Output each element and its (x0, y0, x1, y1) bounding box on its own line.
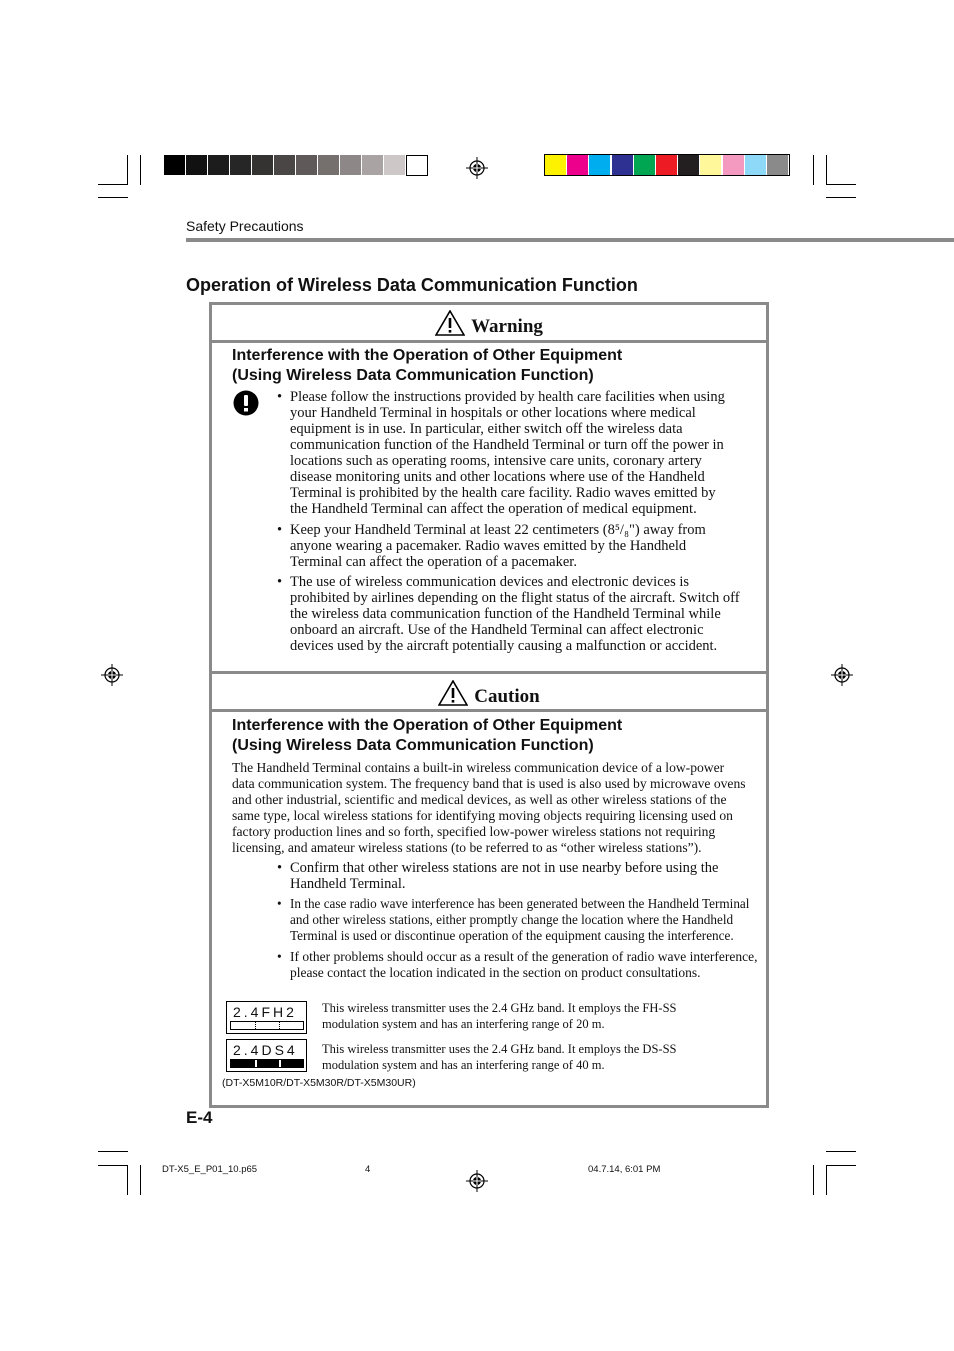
registration-target-icon (101, 664, 123, 686)
page-number: E-4 (186, 1108, 213, 1127)
interference-scale (230, 1021, 304, 1030)
interference-scale (230, 1059, 304, 1068)
crop-mark (140, 155, 141, 185)
text-line: disease monitoring units and other locations where use of the Handheld (290, 469, 705, 485)
warning-subheading (232, 346, 622, 386)
crop-mark (826, 1151, 856, 1152)
text-line: Keep your Handheld Terminal at least 22 centimeters (8⁵/₈") away from (290, 522, 706, 538)
text-line: anyone wearing a pacemaker. Radio waves emitted by the Handheld (290, 538, 687, 554)
crop-mark (127, 155, 128, 185)
label-description (322, 1000, 676, 1032)
subheading-line: (Using Wireless Data Communication Function) (232, 367, 594, 384)
label-text-line: modulation system and has an interfering range of 20 m. (322, 1017, 605, 1031)
divider (212, 709, 766, 712)
text-line: Handheld Terminal. (290, 876, 406, 892)
gray-swatch (384, 155, 405, 175)
crop-mark (826, 184, 856, 185)
text-line: Please follow the instructions provided by health care facilities when using (290, 389, 725, 405)
gray-swatch (340, 155, 361, 175)
label-text-line: modulation system and has an interfering range of 40 m. (322, 1058, 605, 1072)
crop-mark (98, 197, 128, 198)
crop-mark (826, 155, 827, 185)
frequency-label-ds (226, 1039, 307, 1072)
bullet-marker: • (277, 860, 283, 876)
bullet-text (290, 949, 760, 981)
gray-swatch (296, 155, 317, 175)
exclamation-triangle-icon (435, 310, 465, 336)
text-line: the Handheld Terminal can affect the operation of medical equipment. (290, 501, 697, 517)
text-line: and other industrial, scientific and medical devices, as well as other wireless stations of the (232, 792, 727, 807)
bullet-marker: • (277, 389, 283, 405)
caution-heading (212, 680, 766, 708)
caution-intro-paragraph (232, 760, 762, 856)
bullet-text (290, 860, 760, 892)
color-bar-frame (544, 154, 790, 176)
bullet-marker: • (277, 574, 283, 590)
crop-mark (826, 1165, 827, 1195)
text-line: factory production lines and so forth, specified low-power wireless stations not requiring (232, 824, 716, 839)
frequency-label-fh (226, 1001, 307, 1034)
gray-swatch (208, 155, 229, 175)
bullet-text (290, 389, 760, 517)
crop-mark (826, 197, 856, 198)
crop-mark (826, 1165, 856, 1166)
text-line: equipment is in use. In particular, either switch off the wireless data (290, 421, 683, 437)
text-line: The Handheld Terminal contains a built-in wireless communication device of a low-power (232, 760, 725, 775)
text-line: the wireless data communication function of the Handheld Terminal while (290, 606, 721, 622)
text-line: prohibited by airlines depending on the flight status of the aircraft. Switch off (290, 590, 740, 606)
model-list: (DT-X5M10R/DT-X5M30R/DT-X5M30UR) (222, 1077, 416, 1089)
subheading-line: Interference with the Operation of Other Equipment (232, 347, 623, 364)
gray-swatch (274, 155, 295, 175)
footer-date: 04.7.14, 6:01 PM (588, 1164, 661, 1175)
label-description (322, 1041, 676, 1073)
text-line: Terminal can affect the operation of a pacemaker. (290, 554, 577, 570)
crop-mark (98, 184, 128, 185)
warning-heading-text: Warning (471, 316, 543, 337)
gray-swatch (252, 155, 273, 175)
bullet-marker: • (277, 949, 282, 964)
footer-filename: DT-X5_E_P01_10.p65 (162, 1164, 258, 1175)
text-line: communication function of the Handheld Terminal or turn off the power in (290, 437, 724, 453)
bullet-marker: • (277, 896, 282, 911)
text-line: locations such as operating rooms, intensive care units, coronary artery (290, 453, 702, 469)
text-line: same type, local wireless stations for identifying moving objects requiring licensing used on (232, 808, 733, 823)
warning-heading (212, 310, 766, 338)
registration-target-icon (831, 664, 853, 686)
text-line: devices used by the aircraft potentially causing a malfunction or accident. (290, 638, 718, 654)
gray-swatch (186, 155, 207, 175)
text-line: onboard an aircraft. Use of the Handheld Terminal can affect electronic (290, 622, 704, 638)
header-rule (186, 238, 954, 242)
subheading-line: (Using Wireless Data Communication Function) (232, 737, 594, 754)
gray-swatch (230, 155, 251, 175)
bullet-marker: • (277, 522, 283, 538)
crop-mark (127, 1165, 128, 1195)
page-title: Operation of Wireless Data Communication Function (186, 275, 638, 295)
text-line: If other problems should occur as a result of the generation of radio wave interference, (290, 949, 758, 964)
frequency-code: 2.4FH2 (233, 1004, 297, 1020)
crop-mark (98, 1165, 128, 1166)
bullet-text (290, 896, 760, 944)
gray-swatch (362, 155, 383, 175)
divider (212, 340, 766, 343)
text-line: your Handheld Terminal in hospitals or other locations where medical (290, 405, 696, 421)
text-line: Terminal is used or discontinue operation of the equipment causing the interference. (290, 928, 734, 943)
label-text-line: This wireless transmitter uses the 2.4 GHz band. It employs the FH-SS (322, 1001, 677, 1015)
bullet-text (290, 574, 760, 654)
label-text-line: This wireless transmitter uses the 2.4 GHz band. It employs the DS-SS (322, 1042, 677, 1056)
crop-mark (813, 155, 814, 185)
text-line: licensing, and amateur wireless stations (to be referred to as “other wireless stations”). (232, 840, 702, 855)
text-line: The use of wireless communication devices and electronic devices is (290, 574, 690, 590)
gray-swatch (164, 155, 185, 175)
text-line: In the case radio wave interference has been generated between the Handheld Terminal (290, 896, 750, 911)
registration-target-icon (466, 1170, 488, 1192)
footer-page: 4 (365, 1164, 371, 1175)
divider (212, 671, 766, 674)
crop-mark (813, 1165, 814, 1195)
exclamation-circle-icon (233, 390, 259, 416)
text-line: Confirm that other wireless stations are not in use nearby before using the (290, 860, 719, 876)
registration-target-icon (466, 157, 488, 179)
gray-swatch (318, 155, 339, 175)
text-line: and other wireless stations, either promptly change the location where the Handheld (290, 912, 734, 927)
running-header: Safety Precautions (186, 218, 304, 234)
caution-subheading (232, 716, 622, 756)
bullet-text (290, 522, 760, 570)
text-line: Terminal is prohibited by the health care facility. Radio waves emitted by (290, 485, 716, 501)
crop-mark (98, 1151, 128, 1152)
caution-heading-text: Caution (474, 686, 540, 707)
frequency-code: 2.4DS4 (233, 1042, 298, 1058)
crop-mark (140, 1165, 141, 1195)
text-line: please contact the location indicated in the section on product consultations. (290, 965, 701, 980)
exclamation-triangle-icon (438, 680, 468, 706)
subheading-line: Interference with the Operation of Other Equipment (232, 717, 623, 734)
text-line: data communication system. The frequency band that is used is also used by microwave ovens (232, 776, 746, 791)
gray-swatch (406, 155, 428, 176)
